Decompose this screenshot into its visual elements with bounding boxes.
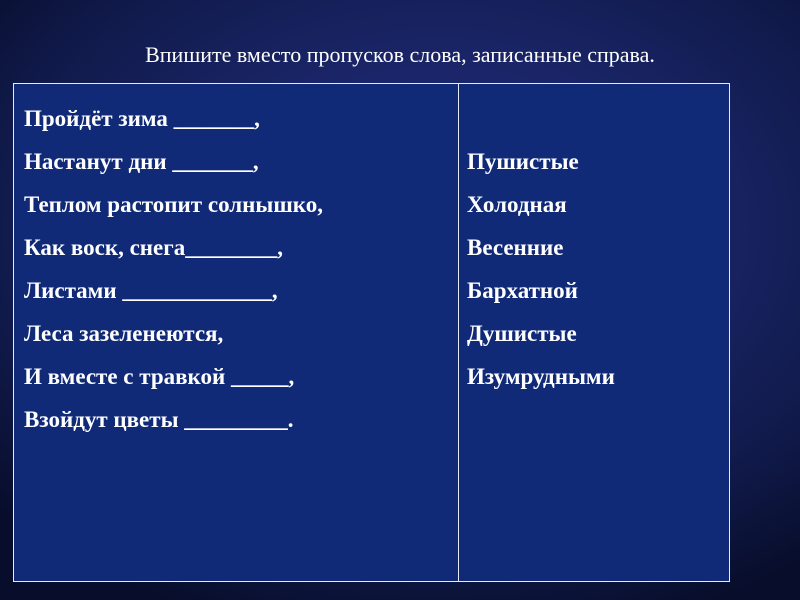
poem-column xyxy=(24,97,323,441)
word-option: Бархатной xyxy=(467,278,578,303)
exercise-table xyxy=(13,83,730,582)
word-option: Пушистые xyxy=(467,149,579,174)
poem-line: Пройдёт зима _______, xyxy=(24,106,260,131)
word-option: Холодная xyxy=(467,192,567,217)
word-option: Душистые xyxy=(467,321,577,346)
column-divider xyxy=(458,84,459,581)
word-options-column xyxy=(467,140,615,398)
poem-line: Как воск, снега________, xyxy=(24,235,283,260)
word-option: Изумрудными xyxy=(467,364,615,389)
poem-line: Взойдут цветы _________. xyxy=(24,407,294,432)
poem-line: Леса зазеленеются, xyxy=(24,321,224,346)
poem-line: Теплом растопит солнышко, xyxy=(24,192,323,217)
word-option: Весенние xyxy=(467,235,564,260)
poem-line: Листами _____________, xyxy=(24,278,278,303)
instruction-title: Впишите вместо пропусков слова, записанные справа. xyxy=(145,42,655,67)
poem-line: Настанут дни _______, xyxy=(24,149,259,174)
poem-line: И вместе с травкой _____, xyxy=(24,364,295,389)
